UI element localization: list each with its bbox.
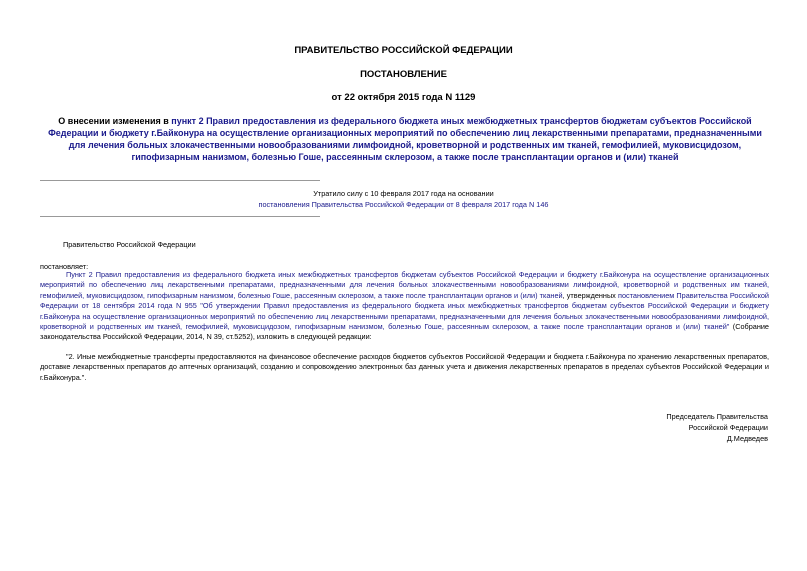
title-link[interactable]: пункт 2 Правил предоставления из федерального бюджета иных межбюджетных трансфертов бюджетам субъектов Российской Федерации и бюджету г.Байконура на осуществление организационных мероприятий по обеспечению лиц лекарственными препаратами, предназначенными для лечения больных злокачественными новообразованиями лимфоидной, кроветворной и родственных им тканей, гемофилией, муковисцидозом, гипофизарным нанизмом, болезнью Гоше, рассеянным склерозом, а также после трансплантации органов и (или) тканей xyxy=(48,116,762,162)
document-type: ПОСТАНОВЛЕНИЕ xyxy=(360,69,447,80)
divider-left-bottom xyxy=(40,216,320,217)
signature-title: Председатель Правительства xyxy=(666,412,768,421)
title-prefix: О внесении изменения в xyxy=(58,116,172,126)
decree-955-link[interactable]: постановлением Правительства Российской Федерации от 18 сентября 2014 года N 955 "Об утверждении Правил предоставления из федерального бюджета иных межбюджетных трансфертов бюджетам субъектов Российской Федерации и бюджету г.Байконура на осуществление организационных мероприятий по обеспечению лиц лекарственными препаратами, предназначенными для лечения больных злокачественными новообразованиями лимфоидной, кроветворной и родственных им тканей, гемофилией, муковисцидозом, гипофизарным нанизмом, болезнью Гоше, рассеянным склерозом, а также после трансплантации органов и (или) тканей" xyxy=(40,290,769,332)
government-heading: ПРАВИТЕЛЬСТВО РОССИЙСКОЙ ФЕДЕРАЦИИ xyxy=(294,45,513,56)
paragraph-2: "2. Иные межбюджетные трансферты предоставляются на финансовое обеспечение расходов бюджетов субъектов Российской Федерации и бюджета г.Байконура по хранению лекарственных препаратов, доставке лекарственных препаратов до аптечных организаций, созданию и сопровождению электронных баз данных учета и движения лекарственных препаратов в пределах субъектов Российской Федерации и г.Байконура.". xyxy=(40,352,769,382)
paragraph-1-tail: (Собрание законодательства Российской Федерации, 2014, N 39, ст.5252), изложить в следующей редакции: xyxy=(40,322,769,342)
status-repeal-link[interactable]: постановления Правительства Российской Федерации от 8 февраля 2017 года N 146 xyxy=(258,200,549,209)
signature-name: Д.Медведев xyxy=(726,434,768,443)
status-line: Утратило силу с 10 февраля 2017 года на основании xyxy=(313,189,494,198)
signature-org: Российской Федерации xyxy=(688,423,768,432)
paragraph-1-mid: , утвержденных xyxy=(562,290,618,300)
divider-left-top xyxy=(40,180,320,181)
rules-link[interactable]: Пункт 2 Правил предоставления из федерального бюджета иных межбюджетных трансфертов бюджетам субъектов Российской Федерации и бюджету г.Байконура на осуществление организационных мероприятий по обеспечению лиц лекарственными препаратами, предназначенными для лечения больных злокачественными новообразованиями лимфоидной, кроветворной и родственных им тканей, гемофилией, муковисцидозом, гипофизарным нанизмом, болезнью Гоше, рассеянным склерозом, а также после трансплантации органов и (или) тканей xyxy=(40,270,769,300)
paragraph-1 xyxy=(40,270,769,343)
document-date-number: от 22 октября 2015 года N 1129 xyxy=(331,92,476,103)
decree-text: постановляет: xyxy=(40,262,89,271)
intro-text: Правительство Российской Федерации xyxy=(63,240,196,249)
document-title xyxy=(40,115,770,163)
